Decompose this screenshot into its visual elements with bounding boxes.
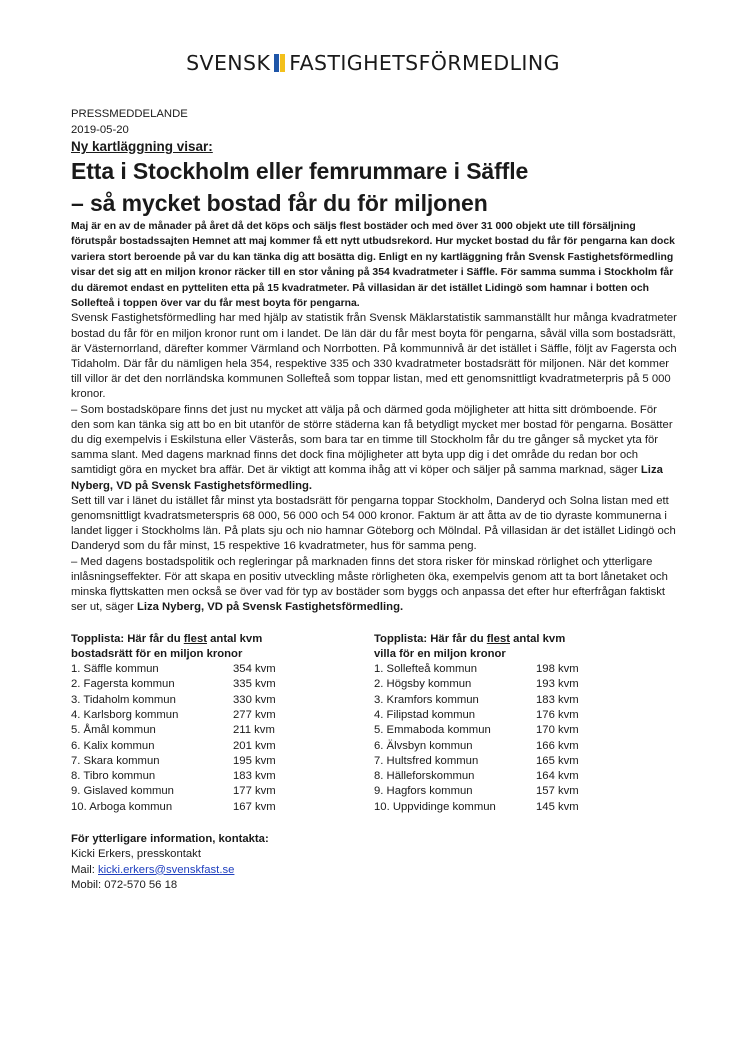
list-heading-line2: villa för en miljon kronor [374, 647, 506, 660]
list-heading-line2: bostadsrätt för en miljon kronor [71, 647, 243, 660]
list-rows [71, 662, 374, 815]
contact-mail-line [71, 863, 677, 878]
quote-attribution: Liza Nyberg, VD på Svensk Fastighetsförmedling. [136, 601, 404, 614]
municipality-name: 4. Filipstad kommun [374, 708, 476, 721]
area-value: 176 kvm [536, 708, 579, 721]
list-heading [374, 632, 677, 663]
contact-phone: Mobil: 072-570 56 18 [71, 878, 178, 891]
list-item [374, 693, 677, 708]
area-value: 166 kvm [536, 739, 579, 752]
area-value: 354 kvm [233, 663, 276, 676]
contact-heading: För ytterligare information, kontakta: [71, 833, 269, 846]
municipality-name: 8. Hälleforskommun [374, 770, 475, 783]
area-value: 167 kvm [233, 800, 276, 813]
area-value: 277 kvm [233, 708, 276, 721]
municipality-name: 1. Säffle kommun [71, 663, 159, 676]
contact-block [71, 832, 677, 893]
area-value: 183 kvm [233, 770, 276, 783]
area-value: 335 kvm [233, 678, 276, 691]
list-item [374, 662, 677, 677]
list-heading-underlined: flest [486, 632, 510, 645]
municipality-name: 5. Emmaboda kommun [374, 724, 491, 737]
list-item [374, 769, 677, 784]
lead-paragraph: Maj är en av de månader på året då det köps och säljs flest bostäder och med över 31 000 objekt ute till försäljning förutspår bostadssajten Hemnet att maj kommer få ett nytt utbudsrekord. Hur mycket bostad du får för pengarna kan dock variera stort beroende på var du kan tänka dig att bosätta dig. Enligt en ny kartläggning från Svensk Fastighetsförmedling visar det sig att en miljon kronor räcker till en stor våning på 354 kvadratmeter i Säffle. För samma summa i Stockholm får du däremot endast en pytteliten etta på 15 kvadratmeter. På villasidan är det istället Lidingö som hamnar i botten och Sollefteå i toppen över var du får mest boyta för pengarna. [71, 221, 675, 310]
area-value: 183 kvm [536, 693, 579, 706]
area-value: 330 kvm [233, 693, 276, 706]
company-logo [0, 51, 746, 75]
list-heading-post: antal kvm [510, 632, 566, 645]
municipality-name: 1. Sollefteå kommun [374, 663, 477, 676]
area-value: 193 kvm [536, 678, 579, 691]
headline-line-2: – så mycket bostad får du för miljonen [71, 190, 488, 216]
press-release [71, 106, 677, 893]
area-value: 164 kvm [536, 770, 579, 783]
logo-text-left: SVENSK [186, 51, 271, 75]
list-item [71, 754, 374, 769]
body-paragraph-4 [71, 555, 677, 616]
municipality-name: 8. Tibro kommun [71, 770, 156, 783]
doc-type: PRESSMEDDELANDE [71, 108, 188, 120]
municipality-name: 5. Åmål kommun [71, 724, 156, 737]
list-item [374, 708, 677, 723]
municipality-name: 9. Hagfors kommun [374, 785, 473, 798]
list-item [71, 769, 374, 784]
email-link[interactable]: kicki.erkers@svenskfast.se [98, 863, 235, 876]
list-rows [374, 662, 677, 815]
area-value: 198 kvm [536, 663, 579, 676]
area-value: 145 kvm [536, 800, 579, 813]
list-item [374, 754, 677, 769]
list-heading-pre: Topplista: Här får du [71, 632, 184, 645]
doc-date: 2019-05-20 [71, 124, 129, 136]
list-item [374, 723, 677, 738]
municipality-name: 2. Fagersta kommun [71, 678, 175, 691]
top-lists [71, 632, 677, 816]
municipality-name: 7. Hultsfred kommun [374, 754, 479, 767]
list-item [71, 677, 374, 692]
quote-attribution: Liza Nyberg, VD på Svensk Fastighetsförmedling. [71, 464, 663, 492]
municipality-name: 3. Kramfors kommun [374, 693, 479, 706]
list-item [71, 708, 374, 723]
body-paragraph-3: Sett till var i länet du istället får minst yta bostadsrätt för pengarna toppar Stockholm, Danderyd och Solna listan med ett genomsnittligt kvadratsmeterspris 68 000, 56 000 och 54 000 kronor. Faktum är att åtta av de tio dyraste kommunerna i landet ligger i Stockholms län. På plats sju och nio hamnar Göteborg och Mölndal. På villasidan är det istället Lidingö och Danderyd som du får minst, 15 respektive 16 kvadratmeter, hus för samma peng. [71, 494, 676, 553]
list-villas [374, 632, 677, 816]
list-item [71, 723, 374, 738]
logo-text-right: FASTIGHETSFÖRMEDLING [289, 51, 560, 75]
municipality-name: 4. Karlsborg kommun [71, 708, 179, 721]
kicker: Ny kartläggning visar: [71, 139, 213, 154]
area-value: 195 kvm [233, 754, 276, 767]
headline-line-1: Etta i Stockholm eller femrummare i Säffle [71, 158, 529, 184]
paragraph-text: – Som bostadsköpare finns det just nu mycket att välja på och därmed goda möjligheter att hitta sitt drömboende. För den som kan tänka sig att bo en bit utanför de större städerna kan få betydligt mycket mer bostad för pengarna. Bosätter du dig exempelvis i Eskilstuna eller Västerås, som bara tar en timme till Stockholm får du tre gånger så mycket yta för samma slant. Med dagens marknad finns det dock fina möjligheter att byta upp dig i det område du redan bor och samtidigt göra en mycket bra affär. Det är viktigt att komma ihåg att vi köper och säljer på samma marknad, säger [71, 403, 673, 477]
paragraph-text: – Med dagens bostadspolitik och regleringar på marknaden finns det stora risker för minskad rörlighet och ytterligare inlåsningseffekter. För att skapa en positiv utveckling måste rörligheten öka, exempelvis genom att ta bort lånetaket och minska flyttskatten men också se över vad för typ av bostäder som byggs och anpassa det efter hur efterfrågan faktiskt ser ut, säger [71, 555, 668, 614]
body-paragraph-1: Svensk Fastighetsförmedling har med hjälp av statistik från Svensk Mäklarstatistik sammanställt hur många kvadratmeter bostad du får för en miljon kronor runt om i landet. De län där du får mest boyta för pengarna, såväl villa som bostadsrätt, är Västernorrland, därefter kommer Värmland och Norrbotten. På kommunnivå är det istället i Säffle, följt av Fagersta och Tidaholm. Där får du nämligen hela 354, respektive 335 och 330 kvadratmeter bostadsrätt för miljonen. När det kommer till villor är det den norrländska kommunen Sollefteå som toppar listan, med ett genomsnittligt kvadratmeterpris på 5 000 kronor. [71, 312, 677, 401]
municipality-name: 2. Högsby kommun [374, 678, 472, 691]
list-item [374, 784, 677, 799]
list-item [374, 739, 677, 754]
list-item [71, 662, 374, 677]
municipality-name: 6. Älvsbyn kommun [374, 739, 473, 752]
mail-label: Mail: [71, 863, 98, 876]
list-heading [71, 632, 374, 663]
list-item [71, 800, 374, 815]
list-item [374, 800, 677, 815]
municipality-name: 9. Gislaved kommun [71, 785, 174, 798]
list-item [71, 693, 374, 708]
area-value: 157 kvm [536, 785, 579, 798]
municipality-name: 7. Skara kommun [71, 754, 160, 767]
swedish-flag-icon [274, 54, 285, 72]
municipality-name: 10. Arboga kommun [71, 800, 173, 813]
list-item [374, 677, 677, 692]
municipality-name: 10. Uppvidinge kommun [374, 800, 496, 813]
contact-name: Kicki Erkers, presskontakt [71, 848, 201, 861]
area-value: 177 kvm [233, 785, 276, 798]
list-heading-underlined: flest [183, 632, 207, 645]
list-apartments [71, 632, 374, 816]
municipality-name: 6. Kalix kommun [71, 739, 155, 752]
body-paragraph-2 [71, 403, 677, 494]
list-item [71, 784, 374, 799]
area-value: 170 kvm [536, 724, 579, 737]
municipality-name: 3. Tidaholm kommun [71, 693, 176, 706]
list-heading-post: antal kvm [207, 632, 263, 645]
area-value: 201 kvm [233, 739, 276, 752]
list-heading-pre: Topplista: Här får du [374, 632, 487, 645]
area-value: 165 kvm [536, 754, 579, 767]
area-value: 211 kvm [233, 724, 275, 737]
list-item [71, 739, 374, 754]
